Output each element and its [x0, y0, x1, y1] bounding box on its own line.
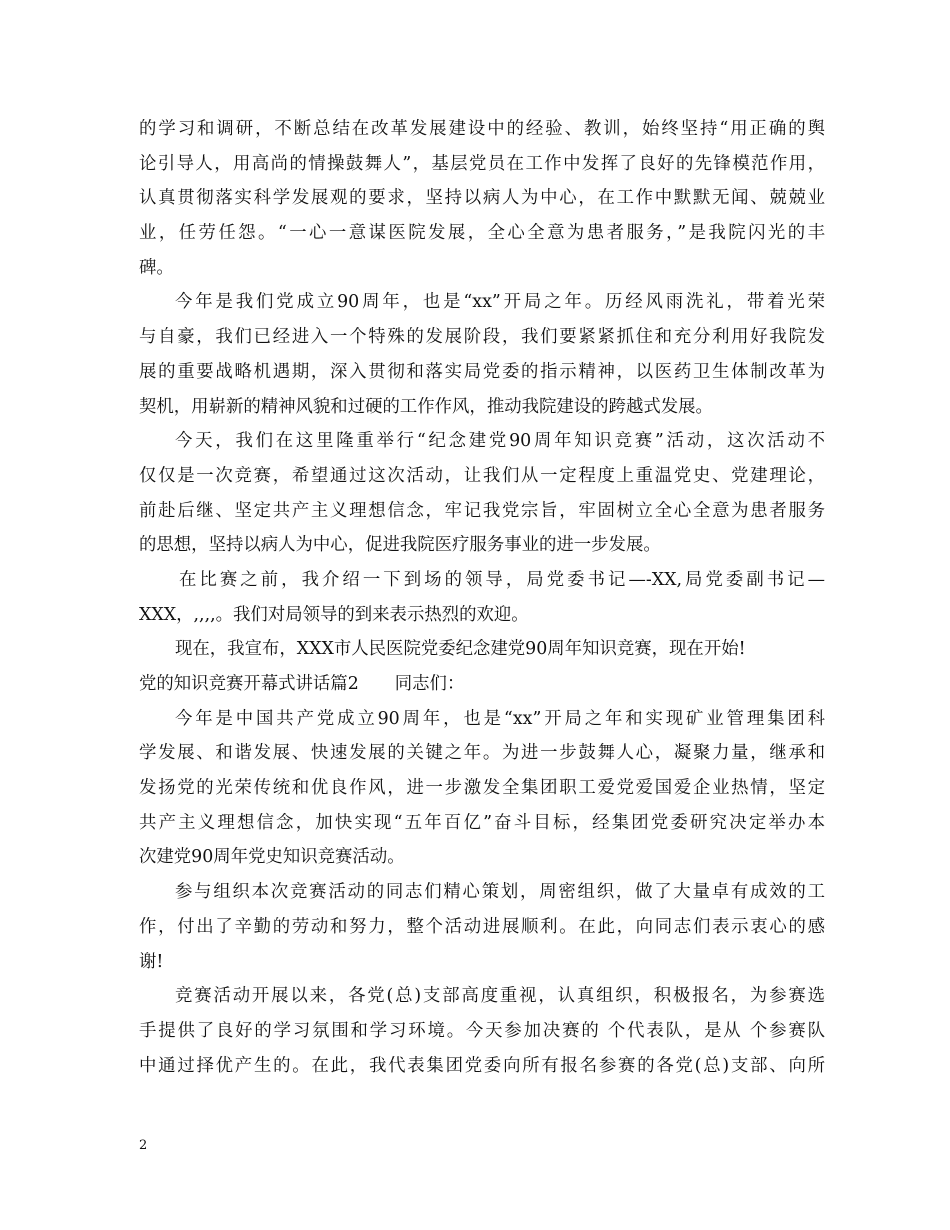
paragraph-line: 与自豪，我们已经进入一个特殊的发展阶段，我们要紧紧抓住和充分利用好我院发	[139, 327, 825, 348]
salutation: 同志们：	[394, 674, 465, 694]
paragraph-line: 认真贯彻落实科学发展观的要求，坚持以病人为中心，在工作中默默无闻、兢兢业	[139, 188, 825, 209]
paragraph-line: 的学习和调研，不断总结在改革发展建设中的经验、教训，始终坚持“用正确的舆	[139, 119, 825, 139]
paragraph-line: 现在，我宣布，XXX市人民医院党委纪念建党90周年知识竞赛，现在开始!	[175, 639, 746, 660]
paragraph-line: 契机，用崭新的精神风貌和过硬的工作作风，推动我院建设的跨越式发展。	[139, 396, 713, 417]
paragraph-line: 碑。	[139, 257, 174, 278]
section-heading-line	[139, 667, 825, 702]
paragraph-line: 的思想，坚持以病人为中心，促进我院医疗服务事业的进一步发展。	[139, 535, 661, 556]
paragraph-line: 发扬党的光荣传统和优良作风，进一步激发全集团职工爱党爱国爱企业热情，坚定	[139, 778, 825, 799]
paragraph-line: XXX，,,,,。我们对局领导的到来表示热烈的欢迎。	[139, 604, 529, 625]
paragraph-line: 学发展、和谐发展、快速发展的关键之年。为进一步鼓舞人心，凝聚力量，继承和	[139, 743, 825, 764]
paragraph-line: 业，任劳任怨。“一心一意谋医院发展，全心全意为患者服务，”是我院闪光的丰	[139, 223, 825, 244]
paragraph-line: 今年是中国共产党成立90周年，也是“xx”开局之年和实现矿业管理集团科	[175, 708, 825, 729]
paragraph-line: 参与组织本次竞赛活动的同志们精心策划，周密组织，做了大量卓有成效的工	[175, 882, 825, 903]
paragraph-line: 展的重要战略机遇期，深入贯彻和落实局党委的指示精神，以医药卫生体制改革为	[139, 361, 825, 382]
paragraph-line: 次建党90周年党史知识竞赛活动。	[139, 847, 405, 868]
paragraph-line: 前赴后继、坚定共产主义理想信念，牢记我党宗旨，牢固树立全心全意为患者服务	[139, 500, 825, 521]
paragraph-line: 在比赛之前，我介绍一下到场的领导，局党委书记—-XX,局党委副书记—	[179, 569, 825, 590]
paragraph-line: 仅仅是一次竞赛，希望通过这次活动，让我们从一定程度上重温党史、党建理论，	[139, 465, 825, 486]
paragraph-line: 手提供了良好的学习氛围和学习环境。今天参加决赛的 个代表队，是从 个参赛队	[139, 1020, 825, 1041]
paragraph-line: 竞赛活动开展以来，各党(总)支部高度重视，认真组织，积极报名，为参赛选	[175, 986, 825, 1007]
paragraph-line: 今天，我们在这里隆重举行“纪念建党90周年知识竞赛”活动，这次活动不	[175, 431, 825, 452]
paragraph-line: 今年是我们党成立90周年，也是“xx”开局之年。历经风雨洗礼，带着光荣	[175, 292, 825, 313]
paragraph-line: 谢!	[139, 951, 164, 972]
paragraph-line: 论引导人，用高尚的情操鼓舞人”，基层党员在工作中发挥了良好的先锋模范作用，	[139, 153, 825, 174]
paragraph-line: 作，付出了辛勤的劳动和努力，整个活动进展顺利。在此，向同志们表示衷心的感	[139, 916, 825, 937]
body-text	[139, 112, 825, 1083]
page-number: 2	[139, 1138, 148, 1153]
paragraph-line: 共产主义理想信念，加快实现“五年百亿”奋斗目标，经集团党委研究决定举办本	[139, 812, 825, 833]
section-heading: 党的知识竞赛开幕式讲话篇2	[139, 674, 359, 694]
paragraph-line: 中通过择优产生的。在此，我代表集团党委向所有报名参赛的各党(总)支部、向所	[139, 1055, 825, 1076]
